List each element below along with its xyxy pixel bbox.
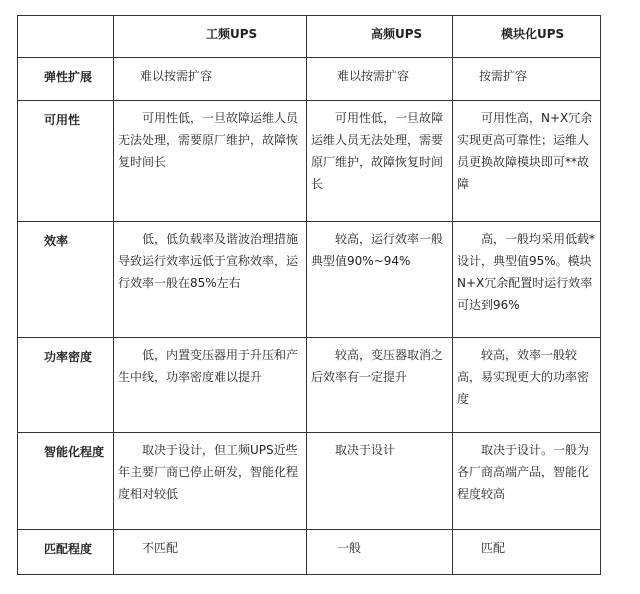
table-cell: 取决于设计，但工频UPS近些年主要厂商已停止研发，智能化程度相对较低 bbox=[114, 433, 307, 530]
row-label-elastic-expansion: 弹性扩展 bbox=[18, 58, 114, 101]
table-cell: 不匹配 bbox=[114, 530, 307, 575]
table-row bbox=[18, 530, 601, 575]
row-label-intelligence-level: 智能化程度 bbox=[18, 433, 114, 530]
table-row bbox=[18, 338, 601, 433]
table-cell: 较高，运行效率一般典型值90%~94% bbox=[307, 222, 453, 338]
table-row bbox=[18, 222, 601, 338]
table-row bbox=[18, 101, 601, 222]
table-cell: 可用性低，一旦故障运维人员无法处理，需要原厂维护，故障恢复时间长 bbox=[307, 101, 453, 222]
table-header-row bbox=[18, 16, 601, 58]
table-cell: 较高，效率一般较高，易实现更大的功率密度 bbox=[453, 338, 601, 433]
table-cell: 按需扩容 bbox=[453, 58, 601, 101]
header-cell-high-frequency-ups: 高频UPS bbox=[307, 16, 453, 58]
table-cell: 一般 bbox=[307, 530, 453, 575]
row-label-efficiency: 效率 bbox=[18, 222, 114, 338]
table-cell: 匹配 bbox=[453, 530, 601, 575]
table-cell: 高，一般均采用低载*设计，典型值95%。模块N+X冗余配置时运行效率可达到96% bbox=[453, 222, 601, 338]
row-label-power-density: 功率密度 bbox=[18, 338, 114, 433]
table-cell: 较高，变压器取消之后效率有一定提升 bbox=[307, 338, 453, 433]
table-cell: 难以按需扩容 bbox=[307, 58, 453, 101]
table-row bbox=[18, 433, 601, 530]
header-cell-modular-ups: 模块化UPS bbox=[453, 16, 601, 58]
row-label-availability: 可用性 bbox=[18, 101, 114, 222]
table-cell: 取决于设计 bbox=[307, 433, 453, 530]
table-cell: 取决于设计。一般为各厂商高端产品，智能化程度较高 bbox=[453, 433, 601, 530]
table-row bbox=[18, 58, 601, 101]
table-cell: 可用性高，N+X冗余实现更高可靠性；运维人员更换故障模块即可**故障 bbox=[453, 101, 601, 222]
header-cell-power-frequency-ups: 工频UPS bbox=[114, 16, 307, 58]
ups-comparison-table bbox=[17, 15, 601, 575]
table-cell: 可用性低，一旦故障运维人员无法处理，需要原厂维护，故障恢复时间长 bbox=[114, 101, 307, 222]
row-label-match-level: 匹配程度 bbox=[18, 530, 114, 575]
table-cell: 低，内置变压器用于升压和产生中线，功率密度难以提升 bbox=[114, 338, 307, 433]
table-cell: 低，低负载率及谐波治理措施导致运行效率远低于宣称效率，运行效率一般在85%左右 bbox=[114, 222, 307, 338]
header-cell-empty bbox=[18, 16, 114, 58]
table-cell: 难以按需扩容 bbox=[114, 58, 307, 101]
